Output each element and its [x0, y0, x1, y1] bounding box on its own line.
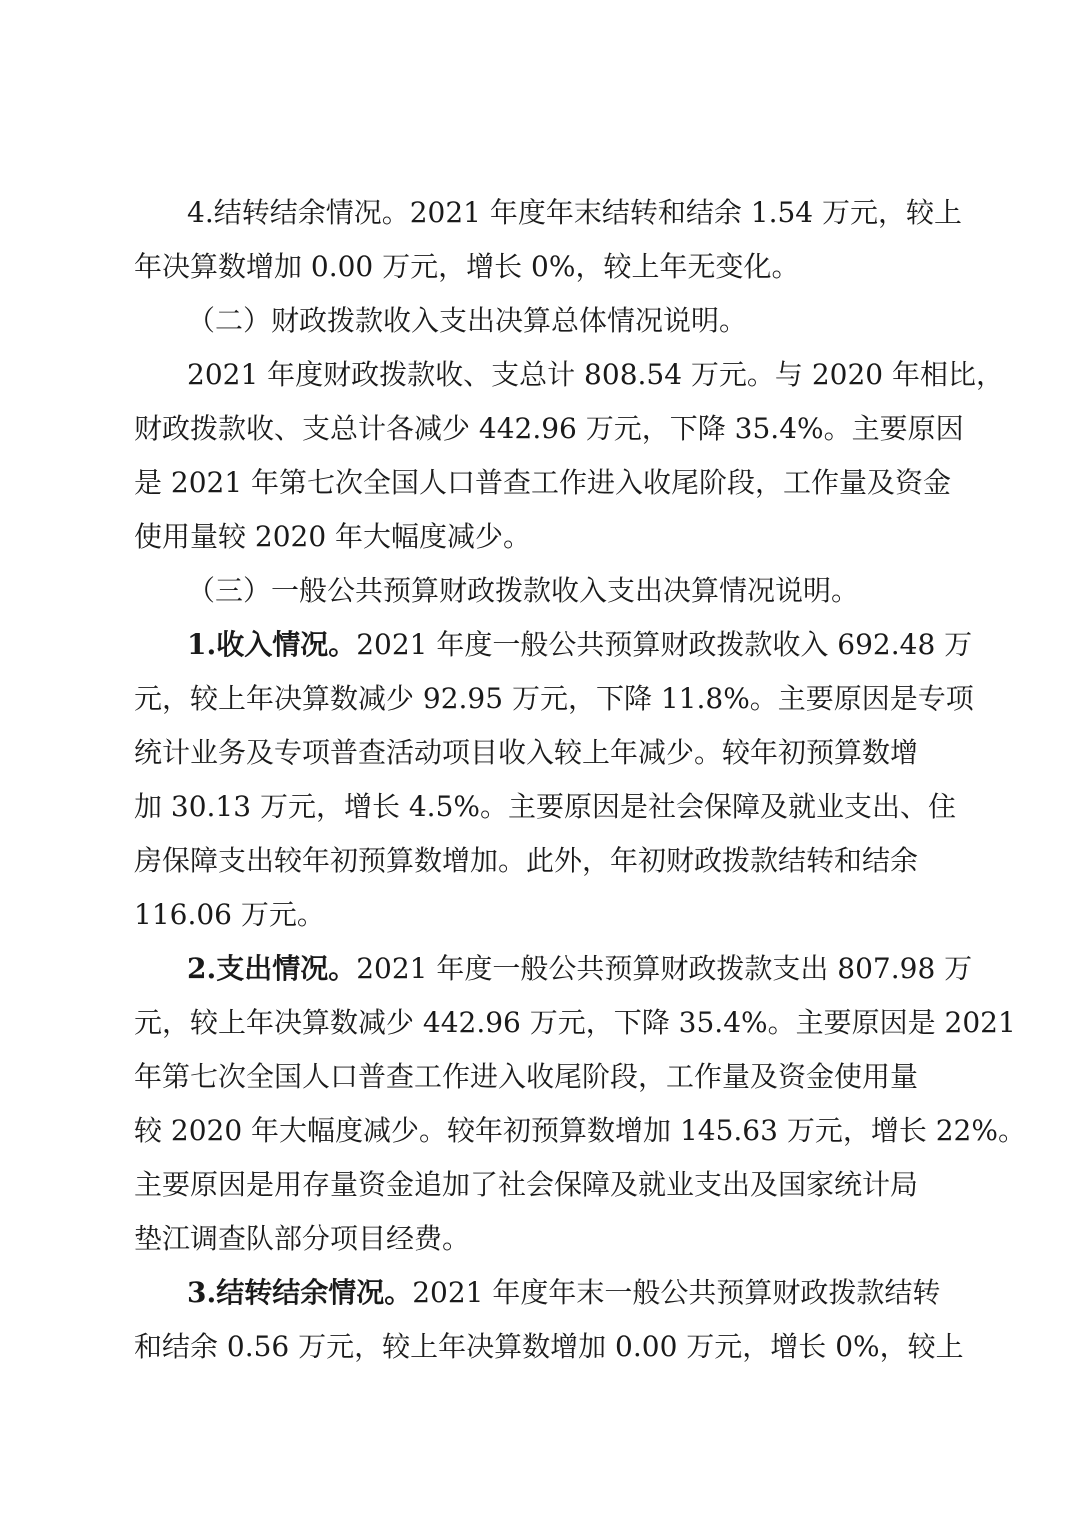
heading-text: （二）财政拨款收入支出决算总体情况说明。 — [187, 304, 748, 337]
line-text: 主要原因是用存量资金追加了社会保障及就业支出及国家统计局 — [134, 1168, 919, 1201]
paragraph-line — [134, 835, 942, 887]
line-text: 年第七次全国人口普查工作进入收尾阶段，工作量及资金使用量 — [134, 1060, 919, 1093]
subsection-lead: 1.收入情况。 — [187, 628, 357, 661]
line-text: 房保障支出较年初预算数增加。此外，年初财政拨款结转和结余 — [134, 844, 919, 877]
paragraph-line — [187, 619, 973, 671]
line-text: 加 30.13 万元，增长 4.5%。主要原因是社会保障及就业支出、住 — [134, 790, 956, 823]
paragraph-line — [187, 187, 963, 239]
paragraph-line — [134, 1051, 942, 1103]
paragraph-line — [134, 1321, 964, 1373]
line-text: 年决算数增加 0.00 万元，增长 0%，较上年无变化。 — [134, 250, 800, 283]
paragraph-line — [134, 997, 1016, 1049]
paragraph-line — [134, 457, 952, 509]
section-heading — [187, 565, 867, 617]
line-text: 垫江调查队部分项目经费。 — [134, 1222, 471, 1255]
paragraph-line — [187, 1267, 942, 1319]
section-heading — [187, 295, 787, 347]
paragraph-line — [134, 1105, 1026, 1157]
line-text: 元，较上年决算数减少 442.96 万元，下降 35.4%。主要原因是 2021 — [134, 1006, 1016, 1039]
line-text: 较 2020 年大幅度减少。较年初预算数增加 145.63 万元，增长 22%。 — [134, 1114, 1026, 1147]
line-text: 元，较上年决算数减少 92.95 万元，下降 11.8%。主要原因是专项 — [134, 682, 974, 715]
paragraph-line — [134, 727, 942, 779]
heading-text: （三）一般公共预算财政拨款收入支出决算情况说明。 — [187, 574, 860, 607]
paragraph-line — [134, 1159, 942, 1211]
paragraph-line — [187, 349, 1004, 401]
line-text: 116.06 万元。 — [134, 898, 325, 931]
line-text: 2021 年度一般公共预算财政拨款支出 807.98 万 — [356, 952, 973, 985]
paragraph-line — [134, 511, 534, 563]
paragraph-line — [134, 889, 334, 941]
line-text: 和结余 0.56 万元，较上年决算数增加 0.00 万元，增长 0%，较上 — [134, 1330, 964, 1363]
line-text: 统计业务及专项普查活动项目收入较上年减少。较年初预算数增 — [134, 736, 919, 769]
paragraph-line — [134, 673, 974, 725]
line-text: 2021 年度年末一般公共预算财政拨款结转 — [412, 1276, 941, 1309]
paragraph-line — [187, 943, 973, 995]
line-text: 2021 年度财政拨款收、支总计 808.54 万元。与 2020 年相比， — [187, 358, 1004, 391]
paragraph-line — [134, 781, 956, 833]
subsection-lead: 3.结转结余情况。 — [187, 1276, 413, 1309]
paragraph-line — [134, 241, 800, 293]
line-text: 财政拨款收、支总计各减少 442.96 万元，下降 35.4%。主要原因 — [134, 412, 964, 445]
line-text: 4.结转结余情况。2021 年度年末结转和结余 1.54 万元，较上 — [187, 196, 963, 229]
paragraph-line — [134, 403, 964, 455]
line-text: 使用量较 2020 年大幅度减少。 — [134, 520, 532, 553]
subsection-lead: 2.支出情况。 — [187, 952, 357, 985]
paragraph-line — [134, 1213, 494, 1265]
line-text: 是 2021 年第七次全国人口普查工作进入收尾阶段，工作量及资金 — [134, 466, 952, 499]
line-text: 2021 年度一般公共预算财政拨款收入 692.48 万 — [356, 628, 973, 661]
